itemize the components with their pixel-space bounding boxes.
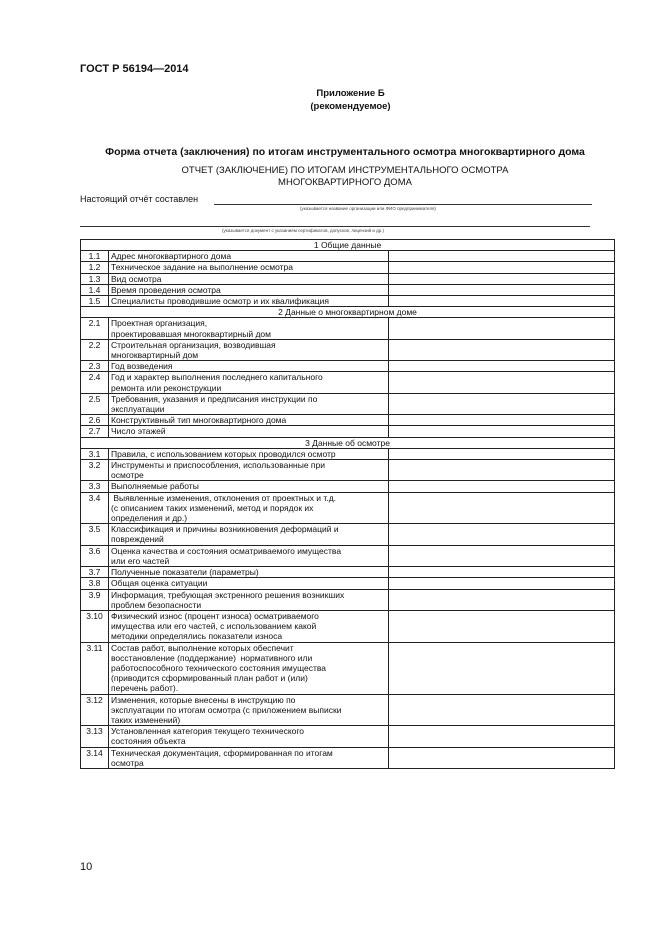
item-description: [109, 589, 389, 610]
item-number: 3.4: [81, 492, 109, 524]
item-description: [109, 578, 389, 589]
item-description-line: (с описанием таких изменений, метод и порядок их: [111, 502, 314, 513]
item-description: [109, 642, 389, 694]
page-number: 10: [80, 861, 93, 873]
item-description-line: Вид осмотра: [111, 273, 162, 284]
item-value-cell[interactable]: [389, 273, 615, 284]
item-value-cell[interactable]: [389, 415, 615, 426]
item-description: [109, 426, 389, 437]
item-description-line: Полученные показатели (параметры): [111, 567, 259, 578]
table-row: [81, 318, 615, 339]
item-description: [109, 524, 389, 545]
item-description: [109, 318, 389, 339]
document-basis-line: [80, 226, 590, 227]
item-description-line: Физический износ (процент износа) осматриваемого: [111, 610, 319, 621]
table-row: [81, 426, 615, 437]
item-description: [109, 361, 389, 372]
table-row: [81, 361, 615, 372]
item-value-cell[interactable]: [389, 393, 615, 414]
item-description-line: Общая оценка ситуации: [111, 578, 208, 589]
table-row: [81, 481, 615, 492]
section-header-row: [81, 240, 615, 251]
item-description-line: Техническая документация, сформированная по итогам: [111, 747, 333, 758]
item-number: 2.5: [81, 393, 109, 414]
item-description-line: восстановление (поддержание) нормативного или: [111, 652, 313, 663]
item-description-line: методики определялись показатели износа: [111, 631, 283, 642]
item-description-line: осмотра: [111, 757, 144, 768]
table-row: [81, 545, 615, 566]
item-description-line: Состав работ, выполнение которых обеспечит: [111, 642, 294, 653]
report-table: [80, 239, 615, 769]
item-number: 3.9: [81, 589, 109, 610]
item-value-cell[interactable]: [389, 747, 615, 768]
table-row: [81, 694, 615, 726]
table-row: [81, 251, 615, 262]
item-number: 1.5: [81, 296, 109, 307]
item-description-line: Требования, указания и предписания инструкции по: [111, 393, 318, 404]
table-row: [81, 524, 615, 545]
item-number: 3.8: [81, 578, 109, 589]
table-row: [81, 393, 615, 414]
item-value-cell[interactable]: [389, 545, 615, 566]
item-value-cell[interactable]: [389, 492, 615, 524]
table-row: [81, 642, 615, 694]
item-number: 3.10: [81, 610, 109, 642]
item-value-cell[interactable]: [389, 339, 615, 360]
table-row: [81, 296, 615, 307]
table-row: [81, 273, 615, 284]
item-value-cell[interactable]: [389, 284, 615, 295]
item-number: 2.7: [81, 426, 109, 437]
appendix-title: Приложение Б: [316, 88, 385, 99]
item-value-cell[interactable]: [389, 481, 615, 492]
item-value-cell[interactable]: [389, 262, 615, 273]
item-number: 3.1: [81, 448, 109, 459]
item-number: 1.2: [81, 262, 109, 273]
item-value-cell[interactable]: [389, 726, 615, 747]
table-row: [81, 448, 615, 459]
item-description: [109, 284, 389, 295]
item-number: 3.3: [81, 481, 109, 492]
item-description-line: таких изменений): [111, 714, 181, 725]
table-row: [81, 415, 615, 426]
form-title: Форма отчета (заключения) по итогам инструментального осмотра многоквартирного дома: [105, 146, 585, 158]
section-title: 2 Данные о многоквартирном доме: [81, 307, 615, 318]
item-value-cell[interactable]: [389, 567, 615, 578]
table-row: [81, 262, 615, 273]
table-row: [81, 747, 615, 768]
item-description-line: повреждений: [111, 534, 164, 545]
item-number: 3.13: [81, 726, 109, 747]
prepared-by-line: [214, 204, 592, 205]
item-description: [109, 372, 389, 393]
item-description-line: многоквартирный дом: [111, 350, 199, 361]
item-description-line: Число этажей: [111, 426, 166, 437]
item-value-cell[interactable]: [389, 251, 615, 262]
report-title-line: ОТЧЕТ (ЗАКЛЮЧЕНИЕ) ПО ИТОГАМ ИНСТРУМЕНТАЛЬНОГО ОСМОТРА: [181, 165, 509, 176]
item-description-line: проблем безопасности: [111, 599, 202, 610]
item-value-cell[interactable]: [389, 694, 615, 726]
item-description-line: Адрес многоквартирного дома: [111, 251, 232, 262]
item-number: 2.6: [81, 415, 109, 426]
item-number: 2.1: [81, 318, 109, 339]
item-description-line: осмотре: [111, 470, 144, 481]
item-description: [109, 460, 389, 481]
item-value-cell[interactable]: [389, 610, 615, 642]
table-row: [81, 578, 615, 589]
item-value-cell[interactable]: [389, 361, 615, 372]
item-description-line: Время проведения осмотра: [111, 284, 221, 295]
item-description-line: эксплуатации по итогам осмотра (с приложением выписки: [111, 704, 342, 715]
item-value-cell[interactable]: [389, 296, 615, 307]
prepared-by-hint-doc: (указывается документ с указанием сертификатов, допусков, лицензий и др.): [222, 228, 385, 233]
item-description-line: Конструктивный тип многоквартирного дома: [111, 415, 287, 426]
item-description: [109, 726, 389, 747]
appendix-note: (рекомендуемое): [310, 101, 391, 112]
item-number: 2.3: [81, 361, 109, 372]
section-header-row: [81, 437, 615, 448]
item-description-line: определения и др.): [111, 513, 188, 524]
item-number: 3.14: [81, 747, 109, 768]
table-row: [81, 284, 615, 295]
item-description: [109, 545, 389, 566]
table-row: [81, 372, 615, 393]
item-description: [109, 415, 389, 426]
item-description-line: Техническое задание на выполнение осмотра: [111, 262, 293, 273]
table-row: [81, 567, 615, 578]
report-title: [80, 165, 610, 189]
item-description-line: Информация, требующая экстренного решения возникших: [111, 589, 345, 600]
report-title-line: МНОГОКВАРТИРНОГО ДОМА: [278, 177, 412, 188]
item-description-line: Классификация и причины возникновения деформаций и: [111, 524, 339, 535]
item-number: 3.2: [81, 460, 109, 481]
item-number: 1.1: [81, 251, 109, 262]
item-description-line: Строительная организация, возводившая: [111, 339, 276, 350]
item-description-line: имущества или его частей, с использованием какой: [111, 621, 317, 632]
item-description-line: перечень работ).: [111, 683, 179, 694]
item-description: [109, 567, 389, 578]
item-number: 3.5: [81, 524, 109, 545]
item-number: 1.4: [81, 284, 109, 295]
item-description: [109, 339, 389, 360]
document-code: ГОСТ Р 56194—2014: [80, 63, 189, 75]
item-description-line: (приводится сформированный план работ и (или): [111, 673, 308, 684]
prepared-by-hint-org: (указывается название организации или ФИО предпринимателя): [300, 206, 436, 211]
item-description-line: Инструменты и приспособления, использованные при: [111, 460, 326, 471]
item-value-cell[interactable]: [389, 460, 615, 481]
item-description: [109, 262, 389, 273]
item-number: 3.6: [81, 545, 109, 566]
item-description: [109, 296, 389, 307]
item-description: [109, 694, 389, 726]
item-number: 2.2: [81, 339, 109, 360]
section-header-row: [81, 307, 615, 318]
item-value-cell[interactable]: [389, 524, 615, 545]
item-description: [109, 393, 389, 414]
item-number: 1.3: [81, 273, 109, 284]
table-row: [81, 589, 615, 610]
item-number: 2.4: [81, 372, 109, 393]
item-number: 3.7: [81, 567, 109, 578]
item-description-line: эксплуатации: [111, 404, 165, 415]
item-description-line: Оценка качества и состояния осматриваемого имущества: [111, 545, 342, 556]
item-description: [109, 747, 389, 768]
item-value-cell[interactable]: [389, 318, 615, 339]
section-title: 1 Общие данные: [81, 240, 615, 251]
item-description-line: Выполняемые работы: [111, 481, 199, 492]
table-row: [81, 610, 615, 642]
item-value-cell[interactable]: [389, 642, 615, 694]
prepared-by-label: Настоящий отчёт составлен: [80, 194, 199, 204]
section-title: 3 Данные об осмотре: [81, 437, 615, 448]
item-description: [109, 251, 389, 262]
item-description: [109, 610, 389, 642]
item-value-cell[interactable]: [389, 426, 615, 437]
item-number: 3.12: [81, 694, 109, 726]
item-description: [109, 448, 389, 459]
item-description: [109, 481, 389, 492]
item-value-cell[interactable]: [389, 448, 615, 459]
item-description-line: Выявленные изменения, отклонения от проектных и т.д.: [111, 492, 337, 503]
item-description-line: Проектная организация,: [111, 318, 208, 329]
item-description-line: работоспособного технического состояния имущества: [111, 662, 327, 673]
appendix-heading: [0, 87, 661, 113]
item-description-line: Год возведения: [111, 361, 173, 372]
table-row: [81, 339, 615, 360]
item-description-line: Правила, с использованием которых проводился осмотр: [111, 448, 336, 459]
item-description-line: проектировавшая многоквартирный дом: [111, 328, 271, 339]
item-description-line: ремонта или реконструкции: [111, 382, 222, 393]
item-number: 3.11: [81, 642, 109, 694]
item-value-cell[interactable]: [389, 372, 615, 393]
table-row: [81, 460, 615, 481]
item-description-line: Изменения, которые внесены в инструкцию по: [111, 694, 296, 705]
item-description-line: Год и характер выполнения последнего капитального: [111, 372, 323, 383]
table-row: [81, 492, 615, 524]
item-description-line: состояния объекта: [111, 736, 186, 747]
item-description-line: Установленная категория текущего технического: [111, 726, 305, 737]
item-description-line: или его частей: [111, 555, 170, 566]
item-description: [109, 273, 389, 284]
item-value-cell[interactable]: [389, 578, 615, 589]
item-description-line: Специалисты проводившие осмотр и их квалификация: [111, 296, 330, 307]
item-description: [109, 492, 389, 524]
table-row: [81, 726, 615, 747]
item-value-cell[interactable]: [389, 589, 615, 610]
